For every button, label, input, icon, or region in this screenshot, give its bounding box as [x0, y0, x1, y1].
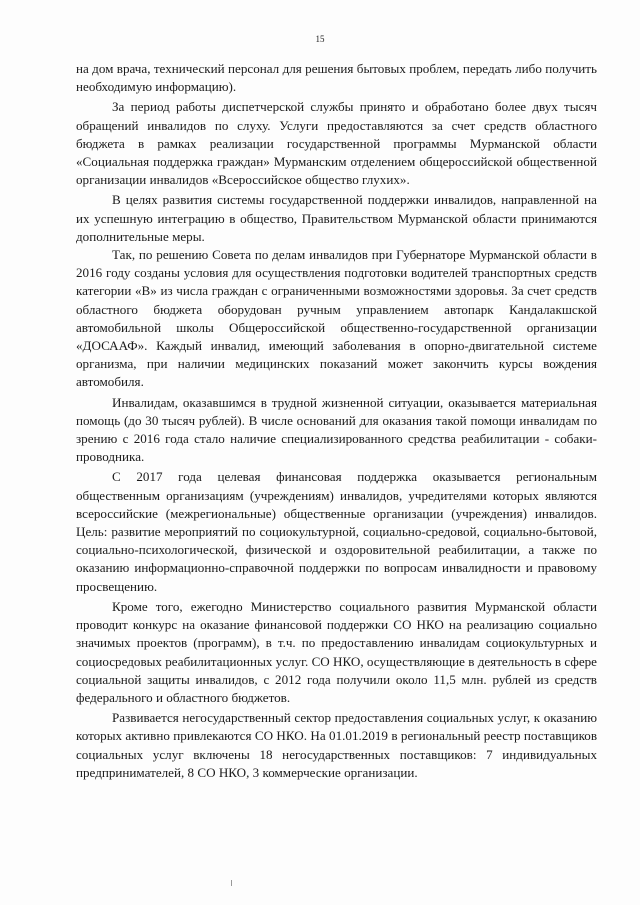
body-text — [76, 60, 597, 782]
paragraph-continuation: на дом врача, технический персонал для решения бытовых проблем, передать либо получить необходимую информацию). — [76, 61, 597, 95]
paragraph-state-support: В целях развития системы государственной поддержки инвалидов, направленной на их успешную интеграцию в общество, Правительством Мурманской области принимаются дополнительные меры. — [76, 192, 597, 244]
paragraph-dispatch-service: За период работы диспетчерской службы принято и обработано более двух тысяч обращений инвалидов по слуху. Услуги предоставляются за счет средств областного бюджета в рамках реализации государственной программы Мурманской области «Социальная поддержка граждан» Мурманским отделением общероссийской общественной организации инвалидов «Всероссийское общество глухих». — [76, 99, 597, 188]
paragraph-financial-support: С 2017 года целевая финансовая поддержка оказывается региональным общественным организациям (учреждениям) инвалидов, учредителями которых являются всероссийские (межрегиональные) общественные организации (учреждения) инвалидов. Цель: развитие мероприятий по социокультурной, социально-средовой, социально-бытовой, социально-психологической, физической и оздоровительной реабилитации, а также по оказанию информационно-справочной поддержки по вопросам инвалидности и правовому просвещению. — [76, 469, 597, 594]
paragraph-nko-contest: Кроме того, ежегодно Министерство социального развития Мурманской области проводит конкурс на оказание финансовой поддержки СО НКО на реализацию социально значимых проектов (программ), в т.ч. по предоставлению инвалидам социокультурных и социосредовых реабилитационных услуг. СО НКО, осуществляющие в деятельность в сфере социальной защиты инвалидов, с 2012 года получили около 11,5 млн. рублей из средств федерального и областного бюджетов. — [76, 598, 597, 705]
paragraph-material-aid: Инвалидам, оказавшимся в трудной жизненной ситуации, оказывается материальная помощь (до 30 тысяч рублей). В числе оснований для оказания такой помощи инвалидам по зрению с 2016 года стало наличие специализированного средства реабилитации - собаки-проводника. — [76, 394, 597, 465]
scan-mark — [231, 880, 232, 886]
page-number: 15 — [315, 34, 325, 44]
paragraph-non-state-sector: Развивается негосударственный сектор предоставления социальных услуг, к оказанию которых активно привлекаются СО НКО. На 01.01.2019 в региональный реестр поставщиков социальных услуг включены 18 негосударственных поставщиков: 7 индивидуальных предпринимателей, 8 СО НКО, 3 коммерческие организации. — [76, 710, 597, 780]
paragraph-driver-training: Так, по решению Совета по делам инвалидов при Губернаторе Мурманской области в 2016 году созданы условия для осуществления подготовки водителей транспортных средств категории «В» из числа граждан с ограниченными возможностями здоровья. За счет средств областного бюджета оборудован ручным управлением автопарк Кандалакшской автомобильной школы Общероссийской общественно-государственной организации «ДОСААФ». Каждый инвалид, имеющий заболевания в опорно-двигательной системе организма, при наличии медицинских показаний может закончить курсы вождения автомобиля. — [76, 247, 597, 390]
